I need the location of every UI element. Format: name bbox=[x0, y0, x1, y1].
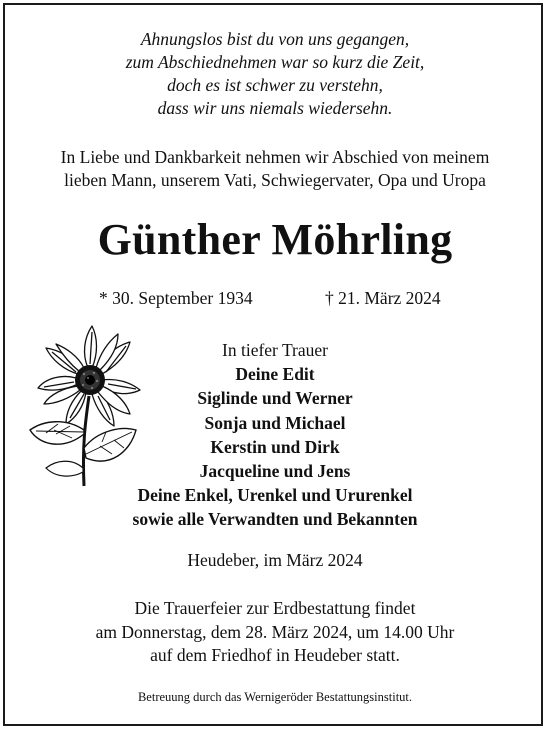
mourner-name: Siglinde und Werner bbox=[197, 388, 353, 409]
place-date: Heudeber, im März 2024 bbox=[187, 550, 363, 570]
poem-line: Ahnungslos bist du von uns gegangen, bbox=[140, 29, 410, 49]
intro-line: lieben Mann, unserem Vati, Schwiegervater, Opa und Uropa bbox=[64, 170, 486, 190]
mourner-name: sowie alle Verwandten und Bekannten bbox=[132, 509, 418, 530]
deceased-name: Günther Möhrling bbox=[97, 215, 453, 264]
birth-date: * 30. September 1934 bbox=[99, 288, 253, 308]
service-line: Die Trauerfeier zur Erdbestattung findet bbox=[134, 598, 416, 618]
mourner-name: Kerstin und Dirk bbox=[210, 436, 340, 457]
poem bbox=[0, 28, 550, 120]
intro-line: In Liebe und Dankbarkeit nehmen wir Abschied von meinem bbox=[60, 147, 490, 167]
mourner-name: Deine Edit bbox=[235, 364, 315, 385]
service-info bbox=[0, 597, 550, 668]
poem-line: dass wir uns niemals wiedersehn. bbox=[157, 98, 393, 118]
poem-line: zum Abschiednehmen war so kurz die Zeit, bbox=[125, 52, 425, 72]
life-dates bbox=[0, 288, 550, 312]
mourner-name: Jacqueline und Jens bbox=[199, 461, 351, 482]
poem-line: doch es ist schwer zu verstehn, bbox=[167, 75, 383, 95]
mourners bbox=[0, 338, 550, 532]
mourner-name: Sonja und Michael bbox=[204, 412, 346, 433]
mourning-lead: In tiefer Trauer bbox=[222, 340, 328, 360]
service-line: auf dem Friedhof in Heudeber statt. bbox=[150, 645, 400, 665]
intro-text bbox=[0, 146, 550, 192]
mourner-name: Deine Enkel, Urenkel und Ururenkel bbox=[137, 485, 413, 506]
service-line: am Donnerstag, dem 28. März 2024, um 14.00 Uhr bbox=[95, 621, 455, 642]
death-date: † 21. März 2024 bbox=[325, 288, 441, 308]
footer-note: Betreuung durch das Wernigeröder Bestattungsinstitut. bbox=[137, 690, 413, 704]
